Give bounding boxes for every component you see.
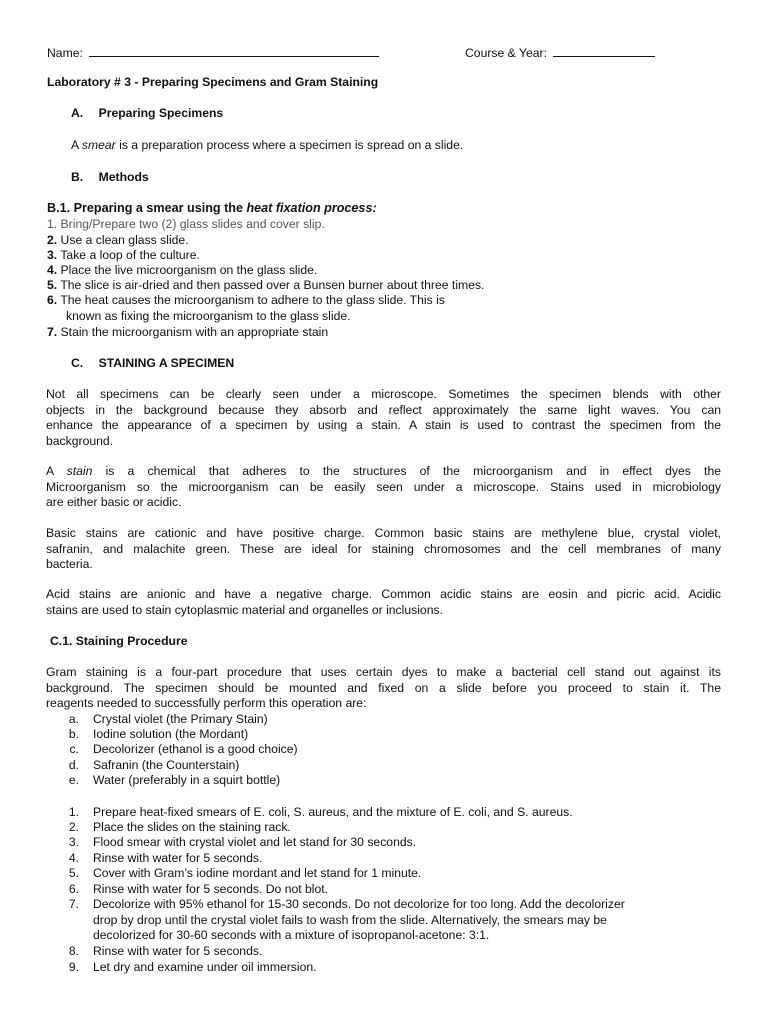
list-text: Rinse with water for 5 seconds. Do not blot.: [93, 882, 329, 896]
b1-step: [47, 217, 325, 232]
b1-step-text: The heat causes the microorganism to adhere to the glass slide. This is: [57, 293, 445, 307]
paragraph-line: objects in the background because they absorb and reflect approximately the same light waves. You can: [46, 402, 721, 417]
list-marker: 3.: [68, 835, 79, 849]
paragraph-line: safranin, and malachite green. These are ideal for staining chromosomes and the cell membranes of many: [46, 541, 721, 556]
b1-step: [47, 263, 317, 278]
paragraph-text: is a chemical that adheres to the structures of the microorganism and in effect dyes the: [92, 464, 721, 478]
list-text: decolorized for 30-60 seconds with a mixture of isopropanol-acetone: 3:1.: [93, 928, 490, 942]
list-text: Crystal violet (the Primary Stain): [93, 712, 268, 726]
list-text: Iodine solution (the Mordant): [93, 727, 249, 741]
paragraph-line: Acid stains are anionic and have a negative charge. Common acidic stains are eosin and picric acid. Acidic: [46, 587, 721, 601]
list-text: Safranin (the Counterstain): [93, 758, 240, 772]
list-marker: 1.: [68, 805, 79, 819]
list-text: Let dry and examine under oil immersion.: [93, 960, 317, 974]
section-a-heading: [71, 106, 223, 121]
b1-heading-text: B.1. Preparing a smear using the: [47, 201, 247, 215]
smear-term: smear: [81, 138, 116, 152]
section-a-text-before: A: [71, 138, 82, 152]
b1-step-text: known as fixing the microorganism to the glass slide.: [66, 309, 351, 323]
name-field: [47, 44, 379, 61]
course-year-blank: [553, 44, 655, 57]
list-text: Rinse with water for 5 seconds.: [93, 944, 263, 958]
stain-paragraph-2: [46, 464, 721, 511]
stain-paragraph-4: [46, 587, 721, 618]
list-text: Decolorize with 95% ethanol for 15-30 seconds. Do not decolorize for too long. Add the decolorizer: [93, 897, 625, 911]
section-c-marker: C.: [71, 356, 84, 370]
b1-step: [47, 233, 189, 248]
list-text: Place the slides on the staining rack.: [93, 820, 291, 834]
section-b-title: Methods: [98, 170, 149, 184]
b1-step-number: 3.: [47, 248, 58, 262]
section-b-marker: B.: [71, 170, 84, 184]
b1-step: [47, 325, 328, 340]
b1-heading: [47, 201, 377, 216]
course-year-label: Course & Year:: [465, 46, 547, 60]
list-marker: e.: [68, 773, 79, 787]
b1-step-text: The slice is air-dried and then passed over a Bunsen burner about three times.: [57, 278, 485, 292]
c1-intro: [46, 665, 721, 712]
paragraph-line: Not all specimens can be clearly seen under a microscope. Sometimes the specimen blends with other: [46, 387, 721, 401]
name-label: Name:: [47, 46, 83, 60]
section-a-text: [71, 138, 463, 153]
c1-heading: C.1. Staining Procedure: [50, 634, 188, 648]
b1-step-number: 1.: [47, 217, 58, 231]
list-marker: 9.: [68, 960, 79, 974]
b1-step-text: Use a clean glass slide.: [57, 233, 189, 247]
paragraph-line: [46, 464, 721, 480]
b1-step-number: 4.: [47, 263, 58, 277]
list-marker: b.: [68, 727, 79, 741]
b1-step-text: Take a loop of the culture.: [57, 248, 200, 262]
b1-step-number: 7.: [47, 325, 58, 339]
stain-term: stain: [66, 464, 93, 478]
list-marker: 6.: [68, 882, 79, 896]
list-marker: 4.: [68, 851, 79, 865]
list-marker: 5.: [68, 866, 79, 880]
paragraph-line: stains are used to stain cytoplasmic material and organelles or inclusions.: [46, 602, 443, 617]
list-marker: c.: [69, 742, 79, 756]
b1-step-text: Stain the microorganism with an appropriate stain: [57, 325, 329, 339]
section-c-title: STAINING A SPECIMEN: [98, 356, 235, 370]
section-a-marker: A.: [71, 106, 84, 120]
paragraph-line: bacteria.: [46, 557, 93, 571]
stain-paragraph-1: [46, 387, 721, 449]
b1-heading-italic: heat fixation process:: [246, 201, 377, 215]
list-marker: d.: [68, 758, 79, 772]
paragraph-line: reagents needed to successfully perform this operation are:: [46, 696, 367, 710]
b1-step-number: 2.: [47, 233, 58, 247]
section-a-title: Preparing Specimens: [98, 106, 224, 120]
list-marker: 8.: [68, 944, 79, 958]
list-text: Prepare heat-fixed smears of E. coli, S. aureus, and the mixture of E. coli, and S. aureus.: [93, 805, 573, 819]
list-marker: 7.: [68, 897, 79, 911]
list-text: Cover with Gram’s iodine mordant and let stand for 1 minute.: [93, 866, 422, 880]
b1-step: [47, 278, 484, 293]
section-b-heading: [71, 170, 149, 185]
b1-step-number: 5.: [47, 278, 58, 292]
section-c-heading: [71, 356, 234, 371]
list-text: Rinse with water for 5 seconds.: [93, 851, 263, 865]
paragraph-line: enhance the appearance of a specimen by using a stain. A stain is used to contrast the specimen from the: [46, 418, 721, 432]
b1-step-text: Place the live microorganism on the glass slide.: [57, 263, 318, 277]
list-text: drop by drop until the crystal violet fails to wash from the slide. Alternatively, the smears may be: [93, 913, 607, 927]
list-text: Flood smear with crystal violet and let stand for 30 seconds.: [93, 835, 417, 849]
list-text: Water (preferably in a squirt bottle): [93, 773, 281, 787]
paragraph-line: Microorganism so the microorganism can be easily seen under a microscope. Stains used in microbiology: [46, 479, 721, 494]
course-year-field: [465, 44, 655, 61]
list-text: Decolorizer (ethanol is a good choice): [93, 742, 298, 756]
paragraph-line: are either basic or acidic.: [46, 495, 182, 509]
name-blank: [89, 44, 379, 57]
paragraph-line: Basic stains are cationic and have positive charge. Common basic stains are methylene blue, crystal violet,: [46, 526, 721, 540]
list-marker: 2.: [68, 820, 79, 834]
page-title: Laboratory # 3 - Preparing Specimens and Gram Staining: [47, 75, 379, 89]
b1-step-text: Bring/Prepare two (2) glass slides and cover slip.: [57, 217, 325, 231]
paragraph-line: Gram staining is a four-part procedure that uses certain dyes to make a bacterial cell stand out against its: [46, 665, 721, 679]
paragraph-text: A: [46, 464, 67, 478]
section-a-text-after: is a preparation process where a specimen is spread on a slide.: [115, 138, 464, 152]
b1-step-number: 6.: [47, 293, 58, 307]
paragraph-line: background. The specimen should be mounted and fixed on a slide before you proceed to stain it. The: [46, 680, 721, 695]
b1-step: [47, 293, 445, 308]
b1-step-continuation: [66, 309, 351, 324]
b1-step: [47, 248, 200, 263]
list-marker: a.: [68, 712, 79, 726]
stain-paragraph-3: [46, 526, 721, 573]
paragraph-line: background.: [46, 433, 114, 448]
